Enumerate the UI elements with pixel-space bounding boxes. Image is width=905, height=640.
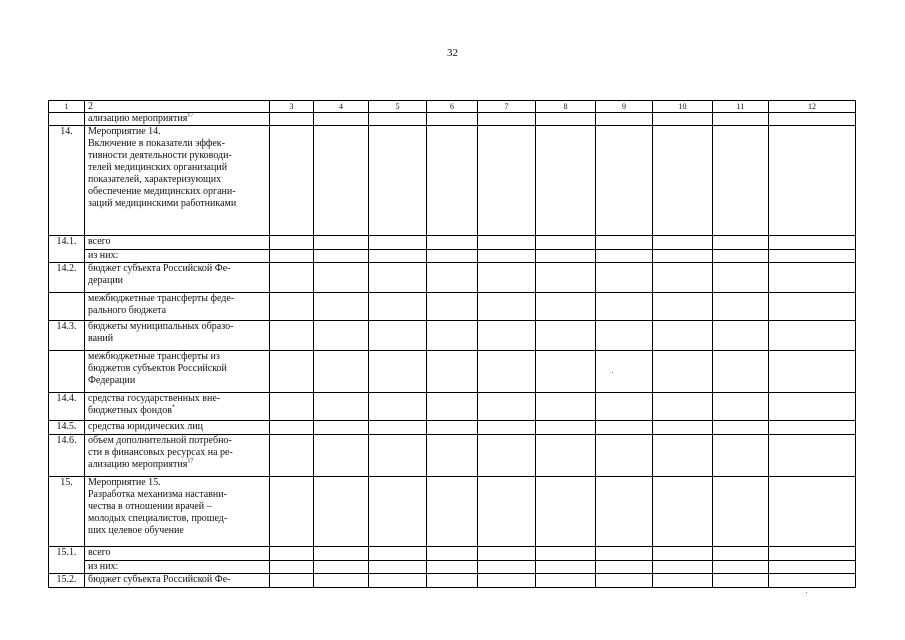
empty-cell [478,263,536,293]
empty-cell [713,263,769,293]
column-header: 12 [769,101,856,113]
empty-cell [536,293,596,321]
empty-cell [270,351,314,393]
description-line: рального бюджета [88,305,167,316]
empty-cell [769,293,856,321]
empty-cell [713,547,769,561]
empty-cell [314,293,369,321]
empty-cell [653,293,713,321]
column-header: 10 [653,101,713,113]
description-line: ваний [88,333,114,344]
empty-cell [270,250,314,263]
empty-cell [270,547,314,561]
empty-cell [427,236,478,250]
empty-cell [369,547,427,561]
empty-cell [536,236,596,250]
table-row [49,574,856,588]
column-header: 2 [85,101,270,113]
empty-cell [478,113,536,126]
empty-cell [596,547,653,561]
empty-cell [270,435,314,477]
description-line-wrap [88,459,266,471]
row-description [85,435,270,477]
empty-cell [536,477,596,547]
row-description [85,321,270,351]
description-line: Разработка механизма наставни- [88,489,227,500]
row-description [85,421,270,435]
empty-cell [536,435,596,477]
empty-cell [713,561,769,574]
empty-cell [314,250,369,263]
description-line: Включение в показатели эффек- [88,138,225,149]
empty-cell [314,236,369,250]
empty-cell [369,351,427,393]
empty-cell [427,574,478,588]
empty-cell [270,126,314,236]
description-line: Мероприятие 14. [88,126,161,137]
empty-cell [270,421,314,435]
empty-cell [653,421,713,435]
empty-cell [536,351,596,393]
empty-cell [653,236,713,250]
empty-cell [713,393,769,421]
empty-cell [769,547,856,561]
footnote-marker: 17 [187,458,194,465]
empty-cell [314,263,369,293]
row-description [85,574,270,588]
empty-cell [536,547,596,561]
table-row [49,477,856,547]
header-row [49,101,856,113]
empty-cell [314,477,369,547]
row-number [49,293,85,321]
empty-cell [314,126,369,236]
empty-cell [369,250,427,263]
empty-cell [478,547,536,561]
description-line: сти в финансовых ресурсах на ре- [88,447,233,458]
empty-cell [427,126,478,236]
empty-cell [713,293,769,321]
table-row [49,263,856,293]
empty-cell [769,393,856,421]
empty-cell [369,574,427,588]
empty-cell [270,393,314,421]
empty-cell [769,574,856,588]
column-header: 8 [536,101,596,113]
description-line: объем дополнительной потребно- [88,435,232,446]
empty-cell [369,263,427,293]
description-line: бюджет субъекта Российской Фе- [88,263,231,274]
empty-cell [596,393,653,421]
empty-cell [653,126,713,236]
empty-cell [369,393,427,421]
empty-cell [596,321,653,351]
row-description [85,561,270,574]
empty-cell [713,435,769,477]
row-description [85,547,270,561]
description-line: всего [88,236,111,247]
empty-cell [536,126,596,236]
empty-cell [270,561,314,574]
empty-cell [478,477,536,547]
empty-cell [314,561,369,574]
empty-cell [314,435,369,477]
empty-cell [596,477,653,547]
empty-cell [478,293,536,321]
table-row [49,321,856,351]
row-number: 14.3. [49,321,85,351]
empty-cell [369,236,427,250]
empty-cell [314,351,369,393]
description-line-wrap [88,113,266,125]
empty-cell [478,421,536,435]
empty-cell [369,113,427,126]
empty-cell [596,250,653,263]
row-number: 14.6. [49,435,85,477]
empty-cell [427,561,478,574]
empty-cell [478,126,536,236]
empty-cell [653,263,713,293]
empty-cell [713,351,769,393]
description-line: тивности деятельности руководи- [88,150,232,161]
empty-cell [369,561,427,574]
empty-cell [769,561,856,574]
empty-cell [427,250,478,263]
table-row [49,293,856,321]
row-number: 14.5. [49,421,85,435]
empty-cell [653,113,713,126]
empty-cell [536,263,596,293]
row-number [49,113,85,126]
row-description [85,236,270,250]
empty-cell [536,561,596,574]
empty-cell [713,236,769,250]
description-line: чества в отношении врачей – [88,501,212,512]
empty-cell [713,126,769,236]
row-number: 15. [49,477,85,547]
table-row [49,393,856,421]
row-number: 14.1. [49,236,85,263]
empty-cell [427,351,478,393]
description-line: обеспечение медицинских органи- [88,186,236,197]
empty-cell [427,321,478,351]
table-row [49,113,856,126]
budget-table [48,100,856,588]
empty-cell [270,263,314,293]
empty-cell [427,263,478,293]
table-row [49,421,856,435]
empty-cell [653,574,713,588]
row-description [85,393,270,421]
empty-cell [596,263,653,293]
table-row [49,547,856,561]
empty-cell [536,113,596,126]
description-line-wrap [88,405,266,417]
row-number: 15.2. [49,574,85,588]
description-line: заций медицинскими работниками [88,198,237,209]
description-line: межбюджетные трансферты из [88,351,220,362]
empty-cell [427,113,478,126]
empty-cell [769,435,856,477]
empty-cell [427,435,478,477]
empty-cell [713,477,769,547]
empty-cell [314,113,369,126]
footnote-marker: 17 [187,112,194,119]
table-row [49,435,856,477]
empty-cell [536,421,596,435]
footnote-marker: * [171,404,175,411]
empty-cell [769,351,856,393]
empty-cell [713,113,769,126]
column-header: 7 [478,101,536,113]
empty-cell [369,421,427,435]
row-description [85,351,270,393]
column-header: 6 [427,101,478,113]
empty-cell [596,561,653,574]
description-line: бюджетных фондов [88,405,172,416]
empty-cell [270,574,314,588]
empty-cell [478,561,536,574]
scan-speck [806,592,807,593]
row-description [85,126,270,236]
table-row [49,561,856,574]
empty-cell [653,547,713,561]
empty-cell [769,321,856,351]
empty-cell [653,393,713,421]
column-header: 9 [596,101,653,113]
table-row [49,351,856,393]
empty-cell [653,477,713,547]
empty-cell [369,477,427,547]
empty-cell [596,351,653,393]
empty-cell [653,321,713,351]
description-line: из них: [88,250,119,261]
empty-cell [596,236,653,250]
description-line: бюджет субъекта Российской Фе- [88,574,231,585]
empty-cell [769,236,856,250]
empty-cell [478,435,536,477]
description-line: Федерации [88,375,136,386]
empty-cell [713,250,769,263]
row-description [85,113,270,126]
empty-cell [314,321,369,351]
empty-cell [427,547,478,561]
description-line: из них: [88,561,119,572]
empty-cell [769,477,856,547]
column-header: 5 [369,101,427,113]
description-line: ализацию мероприятия [88,113,188,124]
empty-cell [653,561,713,574]
table-row [49,250,856,263]
empty-cell [769,126,856,236]
empty-cell [596,126,653,236]
column-header: 4 [314,101,369,113]
empty-cell [369,435,427,477]
empty-cell [314,421,369,435]
empty-cell [270,293,314,321]
row-description [85,293,270,321]
column-header: 11 [713,101,769,113]
empty-cell [596,435,653,477]
empty-cell [596,113,653,126]
description-line: средства государственных вне- [88,393,221,404]
description-line: молодых специалистов, прошед- [88,513,228,524]
empty-cell [270,477,314,547]
empty-cell [427,393,478,421]
description-line: ших целевое обучение [88,525,184,536]
empty-cell [478,393,536,421]
empty-cell [314,393,369,421]
page-number: 32 [447,47,458,59]
empty-cell [270,113,314,126]
empty-cell [536,574,596,588]
empty-cell [596,574,653,588]
column-header: 3 [270,101,314,113]
description-line: Мероприятие 15. [88,477,161,488]
row-description [85,250,270,263]
row-description [85,477,270,547]
row-number: 14.4. [49,393,85,421]
empty-cell [713,421,769,435]
row-number: 14.2. [49,263,85,293]
empty-cell [769,263,856,293]
column-header: 1 [49,101,85,113]
empty-cell [596,293,653,321]
empty-cell [427,293,478,321]
empty-cell [769,250,856,263]
row-number [49,351,85,393]
empty-cell [478,574,536,588]
row-number: 14. [49,126,85,236]
empty-cell [314,547,369,561]
description-line: всего [88,547,111,558]
empty-cell [478,250,536,263]
empty-cell [596,421,653,435]
description-line: бюджеты муниципальных образо- [88,321,234,332]
description-line: дерации [88,275,124,286]
description-line: показателей, характеризующих [88,174,222,185]
empty-cell [270,321,314,351]
empty-cell [536,250,596,263]
empty-cell [769,113,856,126]
empty-cell [427,421,478,435]
description-line: бюджетов субъектов Российской [88,363,227,374]
empty-cell [369,293,427,321]
empty-cell [478,351,536,393]
empty-cell [369,126,427,236]
table-row [49,126,856,236]
table-row [49,236,856,250]
description-line: ализацию мероприятия [88,459,188,470]
empty-cell [369,321,427,351]
row-number: 15.1. [49,547,85,574]
empty-cell [653,250,713,263]
empty-cell [769,421,856,435]
empty-cell [536,393,596,421]
empty-cell [427,477,478,547]
description-line: телей медицинских организаций [88,162,228,173]
description-line: средства юридических лиц [88,421,203,432]
empty-cell [270,236,314,250]
empty-cell [653,351,713,393]
empty-cell [478,321,536,351]
empty-cell [713,321,769,351]
empty-cell [653,435,713,477]
empty-cell [478,236,536,250]
row-description [85,263,270,293]
description-line: межбюджетные трансферты феде- [88,293,235,304]
scan-speck [612,372,613,373]
empty-cell [713,574,769,588]
empty-cell [536,321,596,351]
empty-cell [314,574,369,588]
